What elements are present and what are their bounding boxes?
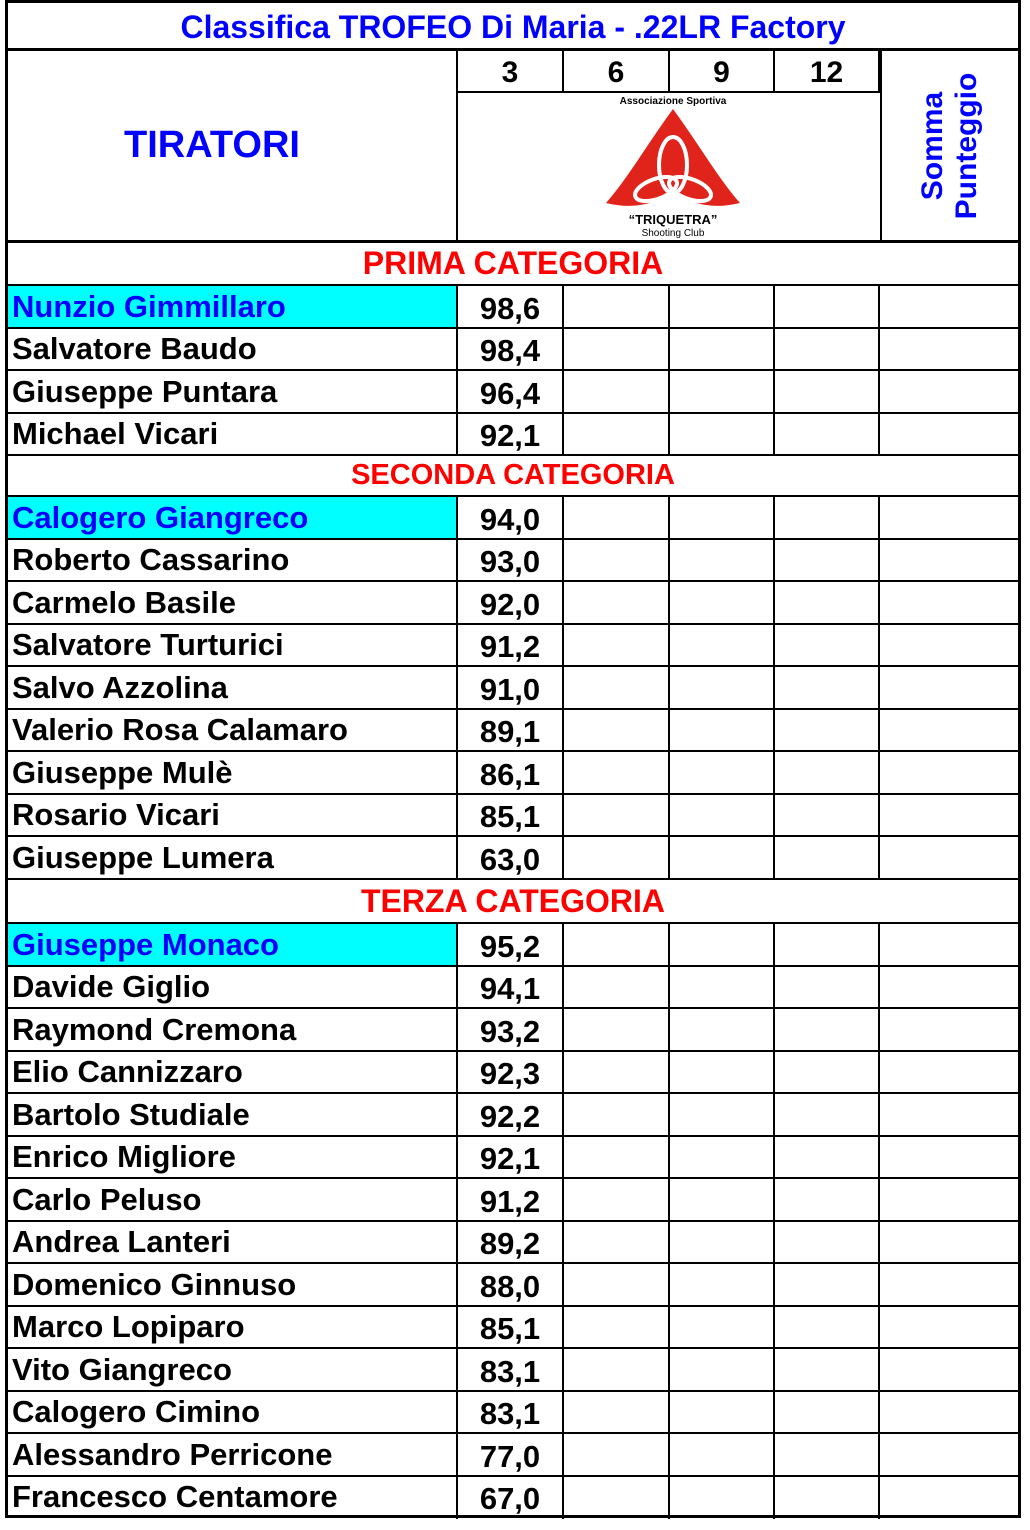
table-row [8, 1307, 1018, 1349]
empty-score-cell [670, 329, 775, 369]
empty-score-cell [564, 582, 670, 623]
empty-score-cell [564, 497, 670, 538]
total-cell [880, 497, 1018, 538]
total-cell [880, 625, 1018, 665]
empty-score-cell [670, 582, 775, 623]
shooter-name: Rosario Vicari [8, 795, 458, 835]
ranking-sheet [5, 0, 1021, 1518]
empty-score-cell [670, 1392, 775, 1432]
table-row [8, 1264, 1018, 1307]
table-row [8, 1137, 1018, 1179]
table-row [8, 967, 1018, 1009]
shooter-name: Valerio Rosa Calamaro [8, 710, 458, 750]
round-header-9: 9 [670, 51, 775, 93]
shooter-name: Salvatore Turturici [8, 625, 458, 665]
empty-score-cell [670, 1434, 775, 1475]
empty-score-cell [564, 1052, 670, 1092]
shooter-name: Calogero Cimino [8, 1392, 458, 1432]
empty-score-cell [670, 837, 775, 878]
total-cell [880, 1307, 1018, 1347]
empty-score-cell [775, 837, 880, 878]
empty-score-cell [775, 1137, 880, 1177]
total-cell [880, 924, 1018, 965]
empty-score-cell [670, 667, 775, 708]
score-cell: 77,0 [458, 1434, 564, 1475]
empty-score-cell [775, 540, 880, 580]
table-row [8, 837, 1018, 880]
empty-score-cell [670, 1307, 775, 1347]
score-cell: 92,0 [458, 582, 564, 623]
logo-name-text: “TRIQUETRA” [628, 212, 718, 227]
empty-score-cell [564, 1222, 670, 1262]
table-row [8, 414, 1018, 456]
table-row [8, 582, 1018, 625]
shooter-name: Calogero Giangreco [8, 497, 458, 538]
empty-score-cell [670, 1477, 775, 1519]
shooter-name: Bartolo Studiale [8, 1094, 458, 1135]
shooter-name: Nunzio Gimmillaro [8, 286, 458, 327]
table-row [8, 1434, 1018, 1477]
empty-score-cell [670, 924, 775, 965]
score-cell: 94,1 [458, 967, 564, 1007]
empty-score-cell [775, 752, 880, 793]
empty-score-cell [670, 1179, 775, 1220]
empty-score-cell [775, 625, 880, 665]
total-cell [880, 582, 1018, 623]
table-row [8, 667, 1018, 710]
empty-score-cell [775, 1307, 880, 1347]
empty-score-cell [564, 414, 670, 454]
score-cell: 92,3 [458, 1052, 564, 1092]
total-cell [880, 1222, 1018, 1262]
table-header [8, 51, 1018, 243]
table-row [8, 540, 1018, 582]
shooter-name: Giuseppe Lumera [8, 837, 458, 878]
table-row [8, 371, 1018, 414]
empty-score-cell [564, 1137, 670, 1177]
score-cell: 85,1 [458, 1307, 564, 1347]
total-cell [880, 667, 1018, 708]
total-cell [880, 329, 1018, 369]
shooter-name: Davide Giglio [8, 967, 458, 1007]
score-cell: 92,1 [458, 1137, 564, 1177]
total-cell [880, 414, 1018, 454]
empty-score-cell [564, 837, 670, 878]
score-cell: 67,0 [458, 1477, 564, 1519]
shooter-name: Michael Vicari [8, 414, 458, 454]
club-logo [458, 93, 880, 240]
empty-score-cell [564, 286, 670, 327]
empty-score-cell [775, 1434, 880, 1475]
total-cell [880, 1392, 1018, 1432]
empty-score-cell [775, 1179, 880, 1220]
somma-label: Somma [916, 91, 949, 200]
empty-score-cell [564, 1307, 670, 1347]
total-cell [880, 1434, 1018, 1475]
score-cell: 98,6 [458, 286, 564, 327]
total-cell [880, 286, 1018, 327]
empty-score-cell [670, 967, 775, 1007]
empty-score-cell [670, 1349, 775, 1390]
total-cell [880, 1477, 1018, 1519]
empty-score-cell [564, 1264, 670, 1305]
score-cell: 98,4 [458, 329, 564, 369]
table-row [8, 710, 1018, 752]
empty-score-cell [564, 625, 670, 665]
shooter-name: Francesco Centamore [8, 1477, 458, 1519]
table-row [8, 329, 1018, 371]
tiratori-header: TIRATORI [8, 51, 458, 240]
score-cell: 88,0 [458, 1264, 564, 1305]
score-cell: 91,0 [458, 667, 564, 708]
empty-score-cell [670, 371, 775, 412]
category-header: SECONDA CATEGORIA [8, 456, 1018, 497]
empty-score-cell [670, 1264, 775, 1305]
empty-score-cell [775, 924, 880, 965]
total-cell [880, 1052, 1018, 1092]
table-row [8, 795, 1018, 837]
score-cell: 91,2 [458, 625, 564, 665]
score-cell: 91,2 [458, 1179, 564, 1220]
shooter-name: Giuseppe Monaco [8, 924, 458, 965]
table-row [8, 1009, 1018, 1052]
empty-score-cell [775, 414, 880, 454]
table-row [8, 1094, 1018, 1137]
empty-score-cell [775, 1264, 880, 1305]
shooter-name: Alessandro Perricone [8, 1434, 458, 1475]
table-row [8, 1052, 1018, 1094]
empty-score-cell [564, 1392, 670, 1432]
empty-score-cell [670, 625, 775, 665]
empty-score-cell [775, 329, 880, 369]
score-cell: 93,2 [458, 1009, 564, 1050]
empty-score-cell [670, 1009, 775, 1050]
shooter-name: Carlo Peluso [8, 1179, 458, 1220]
total-cell [880, 837, 1018, 878]
empty-score-cell [775, 286, 880, 327]
shooter-name: Vito Giangreco [8, 1349, 458, 1390]
shooter-name: Salvo Azzolina [8, 667, 458, 708]
empty-score-cell [670, 1137, 775, 1177]
score-cell: 83,1 [458, 1349, 564, 1390]
empty-score-cell [775, 1009, 880, 1050]
logo-top-text: Associazione Sportiva [619, 96, 727, 107]
total-cell [880, 752, 1018, 793]
total-cell [880, 1137, 1018, 1177]
empty-score-cell [775, 1392, 880, 1432]
empty-score-cell [775, 497, 880, 538]
empty-score-cell [564, 752, 670, 793]
empty-score-cell [775, 1052, 880, 1092]
empty-score-cell [564, 540, 670, 580]
empty-score-cell [564, 1477, 670, 1519]
table-row [8, 1349, 1018, 1392]
empty-score-cell [670, 795, 775, 835]
shooter-name: Enrico Migliore [8, 1137, 458, 1177]
shooter-name: Marco Lopiparo [8, 1307, 458, 1347]
shooter-name: Andrea Lanteri [8, 1222, 458, 1262]
empty-score-cell [564, 1434, 670, 1475]
empty-score-cell [670, 1222, 775, 1262]
table-row [8, 924, 1018, 967]
score-cell: 92,1 [458, 414, 564, 454]
score-cell: 96,4 [458, 371, 564, 412]
empty-score-cell [775, 1094, 880, 1135]
shooter-name: Roberto Cassarino [8, 540, 458, 580]
shooter-name: Giuseppe Mulè [8, 752, 458, 793]
total-cell [880, 540, 1018, 580]
table-row [8, 1392, 1018, 1434]
table-row [8, 286, 1018, 329]
empty-score-cell [564, 371, 670, 412]
empty-score-cell [670, 414, 775, 454]
score-cell: 92,2 [458, 1094, 564, 1135]
total-cell [880, 1349, 1018, 1390]
total-cell [880, 1009, 1018, 1050]
empty-score-cell [564, 795, 670, 835]
empty-score-cell [670, 286, 775, 327]
empty-score-cell [670, 710, 775, 750]
empty-score-cell [564, 329, 670, 369]
category-header: TERZA CATEGORIA [8, 880, 1018, 924]
shooter-name: Giuseppe Puntara [8, 371, 458, 412]
total-cell [880, 1264, 1018, 1305]
somma-punteggio-header [880, 51, 1018, 240]
empty-score-cell [670, 497, 775, 538]
round-header-6: 6 [564, 51, 670, 93]
triquetra-icon [606, 109, 740, 206]
empty-score-cell [775, 1477, 880, 1519]
empty-score-cell [670, 1094, 775, 1135]
table-row [8, 497, 1018, 540]
shooter-name: Raymond Cremona [8, 1009, 458, 1050]
shooter-name: Domenico Ginnuso [8, 1264, 458, 1305]
empty-score-cell [775, 795, 880, 835]
empty-score-cell [564, 1094, 670, 1135]
empty-score-cell [564, 967, 670, 1007]
shooter-name: Salvatore Baudo [8, 329, 458, 369]
empty-score-cell [670, 1052, 775, 1092]
empty-score-cell [670, 540, 775, 580]
score-cell: 89,1 [458, 710, 564, 750]
logo-sub-text: Shooting Club [641, 228, 705, 239]
score-cell: 83,1 [458, 1392, 564, 1432]
empty-score-cell [775, 582, 880, 623]
table-row [8, 625, 1018, 667]
empty-score-cell [775, 371, 880, 412]
shooter-name: Elio Cannizzaro [8, 1052, 458, 1092]
shooter-name: Carmelo Basile [8, 582, 458, 623]
round-header-12: 12 [775, 51, 880, 93]
score-cell: 93,0 [458, 540, 564, 580]
empty-score-cell [775, 1349, 880, 1390]
empty-score-cell [564, 1009, 670, 1050]
total-cell [880, 371, 1018, 412]
total-cell [880, 710, 1018, 750]
page-title: Classifica TROFEO Di Maria - .22LR Factory [8, 3, 1018, 51]
empty-score-cell [564, 710, 670, 750]
empty-score-cell [775, 710, 880, 750]
empty-score-cell [564, 924, 670, 965]
total-cell [880, 967, 1018, 1007]
empty-score-cell [775, 967, 880, 1007]
score-cell: 63,0 [458, 837, 564, 878]
table-row [8, 1179, 1018, 1222]
table-row [8, 1222, 1018, 1264]
score-cell: 86,1 [458, 752, 564, 793]
category-header: PRIMA CATEGORIA [8, 243, 1018, 286]
empty-score-cell [670, 752, 775, 793]
table-row [8, 752, 1018, 795]
empty-score-cell [564, 1179, 670, 1220]
table-row [8, 1477, 1018, 1519]
empty-score-cell [775, 667, 880, 708]
empty-score-cell [775, 1222, 880, 1262]
score-cell: 94,0 [458, 497, 564, 538]
total-cell [880, 795, 1018, 835]
punteggio-label: Punteggio [950, 72, 983, 219]
score-cell: 95,2 [458, 924, 564, 965]
score-cell: 89,2 [458, 1222, 564, 1262]
round-header-3: 3 [458, 51, 564, 93]
total-cell [880, 1094, 1018, 1135]
score-cell: 85,1 [458, 795, 564, 835]
empty-score-cell [564, 1349, 670, 1390]
total-cell [880, 1179, 1018, 1220]
empty-score-cell [564, 667, 670, 708]
